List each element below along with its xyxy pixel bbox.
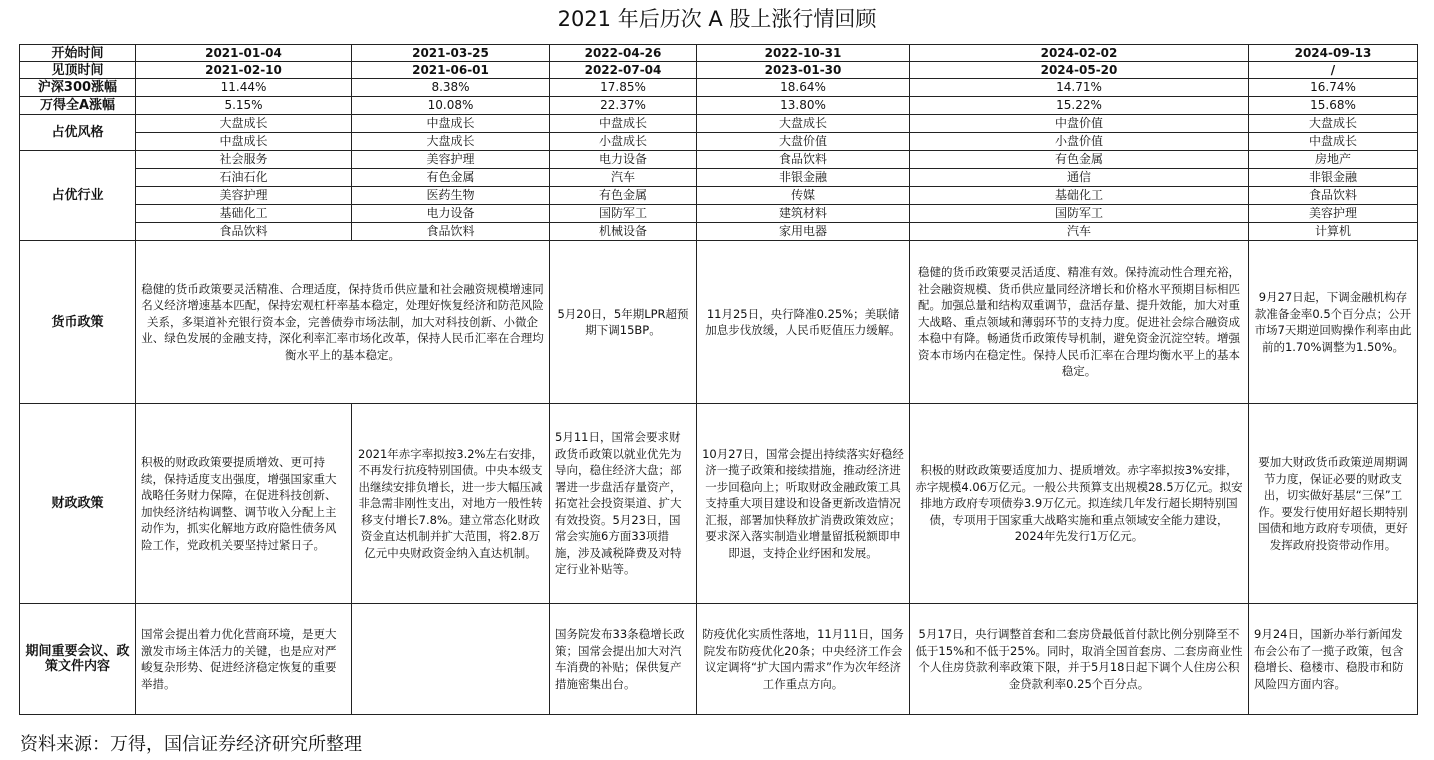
row-hs300 bbox=[20, 79, 1418, 97]
cell: 大盘成长 bbox=[352, 133, 550, 151]
cell: 大盘成长 bbox=[136, 115, 352, 133]
cell: 积极的财政政策要提质增效、更可持续，保持适度支出强度，增强国家重大战略任务财力保障，在促进科技创新、加快经济结构调整、调节收入分配上主动作为，抓实化解地方政府隐性债务风险工作，党政机关要坚持过紧日子。 bbox=[136, 404, 352, 604]
row-label: 货币政策 bbox=[20, 241, 136, 404]
cell: 机械设备 bbox=[550, 223, 697, 241]
cell: 2021-01-04 bbox=[136, 45, 352, 62]
cell: 2022-04-26 bbox=[550, 45, 697, 62]
row-label: 占优行业 bbox=[20, 151, 136, 241]
cell: 中盘成长 bbox=[1249, 133, 1418, 151]
cell: 要加大财政货币政策逆周期调节力度，保证必要的财政支出，切实做好基层“三保”工作。要发行使用好超长期特别国债和地方政府专项债，更好发挥政府投资带动作用。 bbox=[1249, 404, 1418, 604]
cell: 中盘成长 bbox=[352, 115, 550, 133]
row-style-1 bbox=[20, 115, 1418, 133]
cell: 2021-06-01 bbox=[352, 62, 550, 79]
cell: 18.64% bbox=[697, 79, 910, 97]
cell: 10月27日，国常会提出持续落实好稳经济一揽子政策和接续措施，推动经济进一步回稳向上；听取财政金融政策工具支持重大项目建设和设备更新改造情况汇报，部署加快释放扩消费政策效应；要求深入落实制造业增量留抵税额即申即退，支持企业纾困和发展。 bbox=[697, 404, 910, 604]
cell: 电力设备 bbox=[352, 205, 550, 223]
cell: 有色金属 bbox=[910, 151, 1249, 169]
cell: 5月11日，国常会要求财政货币政策以就业优先为导向，稳住经济大盘；部署进一步盘活存量资产，拓宽社会投资渠道、扩大有效投资。5月23日，国常会实施6方面33项措施，涉及减税降费及对特定行业补贴等。 bbox=[550, 404, 697, 604]
cell: 汽车 bbox=[550, 169, 697, 187]
cell: 食品饮料 bbox=[352, 223, 550, 241]
cell: 国防军工 bbox=[910, 205, 1249, 223]
cell: 15.22% bbox=[910, 97, 1249, 115]
cell: 5月20日，5年期LPR超预期下调15BP。 bbox=[550, 241, 697, 404]
row-industry-5 bbox=[20, 223, 1418, 241]
cell: 食品饮料 bbox=[136, 223, 352, 241]
cell: 计算机 bbox=[1249, 223, 1418, 241]
row-label: 沪深300涨幅 bbox=[20, 79, 136, 97]
cell: 有色金属 bbox=[550, 187, 697, 205]
cell: 大盘成长 bbox=[1249, 115, 1418, 133]
cell: 有色金属 bbox=[352, 169, 550, 187]
cell: 稳健的货币政策要灵活精准、合理适度，保持货币供应量和社会融资规模增速同名义经济增速基本匹配，保持宏观杠杆率基本稳定，处理好恢复经济和防范风险关系，多渠道补充银行资本金，完善债券市场法制，加大对科技创新、小微企业、绿色发展的金融支持，深化利率汇率市场化改革，保持人民币汇率在合理均衡水平上的基本稳定。 bbox=[136, 241, 550, 404]
cell: 美容护理 bbox=[136, 187, 352, 205]
row-industry-3 bbox=[20, 187, 1418, 205]
cell: 国务院发布33条稳增长政策；国常会提出加大对汽车消费的补贴；保供复产措施密集出台。 bbox=[550, 604, 697, 715]
cell: 17.85% bbox=[550, 79, 697, 97]
cell: 中盘成长 bbox=[550, 115, 697, 133]
row-peak-date bbox=[20, 62, 1418, 79]
cell: 积极的财政政策要适度加力、提质增效。赤字率拟按3%安排，赤字规模4.06万亿元。一般公共预算支出规模28.5万亿元。拟安排地方政府专项债券3.9万亿元。拟连续几年发行超长期特别国债，专项用于国家重大战略实施和重点领域安全能力建设，2024年先发行1万亿元。 bbox=[910, 404, 1249, 604]
cell: 中盘价值 bbox=[910, 115, 1249, 133]
cell: 食品饮料 bbox=[697, 151, 910, 169]
cell: 医药生物 bbox=[352, 187, 550, 205]
market-rally-table bbox=[19, 44, 1418, 715]
cell: 石油石化 bbox=[136, 169, 352, 187]
row-label: 期间重要会议、政策文件内容 bbox=[20, 604, 136, 715]
cell: 小盘价值 bbox=[910, 133, 1249, 151]
cell: 房地产 bbox=[1249, 151, 1418, 169]
row-industry-4 bbox=[20, 205, 1418, 223]
cell: 2021-02-10 bbox=[136, 62, 352, 79]
cell: 传媒 bbox=[697, 187, 910, 205]
cell: 9月27日起，下调金融机构存款准备金率0.5个百分点；公开市场7天期逆回购操作利率由此前的1.70%调整为1.50%。 bbox=[1249, 241, 1418, 404]
cell: 2022-10-31 bbox=[697, 45, 910, 62]
cell: 2021年赤字率拟按3.2%左右安排，不再发行抗疫特别国债。中央本级支出继续安排负增长，进一步大幅压减非急需非刚性支出，对地方一般性转移支付增长7.8%。建立常态化财政资金直达机制并扩大范围，将2.8万亿元中央财政资金纳入直达机制。 bbox=[352, 404, 550, 604]
cell: 大盘成长 bbox=[697, 115, 910, 133]
cell: 电力设备 bbox=[550, 151, 697, 169]
cell: 美容护理 bbox=[1249, 205, 1418, 223]
cell: 汽车 bbox=[910, 223, 1249, 241]
cell: 建筑材料 bbox=[697, 205, 910, 223]
row-wind-all-a bbox=[20, 97, 1418, 115]
cell: 5.15% bbox=[136, 97, 352, 115]
cell bbox=[352, 604, 550, 715]
cell: 11.44% bbox=[136, 79, 352, 97]
cell: 13.80% bbox=[697, 97, 910, 115]
cell: 2024-02-02 bbox=[910, 45, 1249, 62]
row-meetings bbox=[20, 604, 1418, 715]
cell: 16.74% bbox=[1249, 79, 1418, 97]
cell: 8.38% bbox=[352, 79, 550, 97]
cell: 国常会提出着力优化营商环境，是更大激发市场主体活力的关键，也是应对严峻复杂形势、促进经济稳定恢复的重要举措。 bbox=[136, 604, 352, 715]
cell: 2022-07-04 bbox=[550, 62, 697, 79]
source-note: 资料来源：万得，国信证券经济研究所整理 bbox=[20, 734, 362, 755]
cell: 15.68% bbox=[1249, 97, 1418, 115]
row-label: 开始时间 bbox=[20, 45, 136, 62]
row-industry-1 bbox=[20, 151, 1418, 169]
cell: 稳健的货币政策要灵活适度、精准有效。保持流动性合理充裕，社会融资规模、货币供应量同经济增长和价格水平预期目标相匹配。加强总量和结构双重调节，盘活存量、提升效能，加大对重大战略、重点领域和薄弱环节的支持力度。促进社会综合融资成本稳中有降。畅通货币政策传导机制，避免资金沉淀空转。增强资本市场内在稳定性。保持人民币汇率在合理均衡水平上的基本稳定。 bbox=[910, 241, 1249, 404]
row-monetary-policy bbox=[20, 241, 1418, 404]
cell: 11月25日，央行降准0.25%；美联储加息步伐放缓，人民币贬值压力缓解。 bbox=[697, 241, 910, 404]
cell: 中盘成长 bbox=[136, 133, 352, 151]
cell: 美容护理 bbox=[352, 151, 550, 169]
cell: 22.37% bbox=[550, 97, 697, 115]
cell: 国防军工 bbox=[550, 205, 697, 223]
cell: 5月17日，央行调整首套和二套房贷最低首付款比例分别降至不低于15%和不低于25%。同时，取消全国首套房、二套房商业性个人住房贷款利率政策下限，并于5月18日起下调个人住房公积金贷款利率0.25个百分点。 bbox=[910, 604, 1249, 715]
cell: 10.08% bbox=[352, 97, 550, 115]
cell: 通信 bbox=[910, 169, 1249, 187]
cell: 基础化工 bbox=[136, 205, 352, 223]
cell: 家用电器 bbox=[697, 223, 910, 241]
cell: 2021-03-25 bbox=[352, 45, 550, 62]
row-label: 万得全A涨幅 bbox=[20, 97, 136, 115]
row-start-date bbox=[20, 45, 1418, 62]
cell: 14.71% bbox=[910, 79, 1249, 97]
row-fiscal-policy bbox=[20, 404, 1418, 604]
cell: 社会服务 bbox=[136, 151, 352, 169]
cell: 非银金融 bbox=[697, 169, 910, 187]
cell: 大盘价值 bbox=[697, 133, 910, 151]
cell: 2024-05-20 bbox=[910, 62, 1249, 79]
row-style-2 bbox=[20, 133, 1418, 151]
page-title: 2021 年后历次 A 股上涨行情回顾 bbox=[557, 7, 877, 31]
cell: 小盘成长 bbox=[550, 133, 697, 151]
cell: 9月24日，国新办举行新闻发布会公布了一揽子政策，包含稳增长、稳楼市、稳股市和防风险四方面内容。 bbox=[1249, 604, 1418, 715]
row-label: 财政政策 bbox=[20, 404, 136, 604]
cell: 防疫优化实质性落地，11月11日，国务院发布防疫优化20条；中央经济工作会议定调将“扩大国内需求”作为次年经济工作重点方向。 bbox=[697, 604, 910, 715]
cell: 食品饮料 bbox=[1249, 187, 1418, 205]
cell: 基础化工 bbox=[910, 187, 1249, 205]
row-industry-2 bbox=[20, 169, 1418, 187]
cell: 非银金融 bbox=[1249, 169, 1418, 187]
row-label: 占优风格 bbox=[20, 115, 136, 151]
row-label: 见顶时间 bbox=[20, 62, 136, 79]
cell: / bbox=[1249, 62, 1418, 79]
cell: 2024-09-13 bbox=[1249, 45, 1418, 62]
cell: 2023-01-30 bbox=[697, 62, 910, 79]
